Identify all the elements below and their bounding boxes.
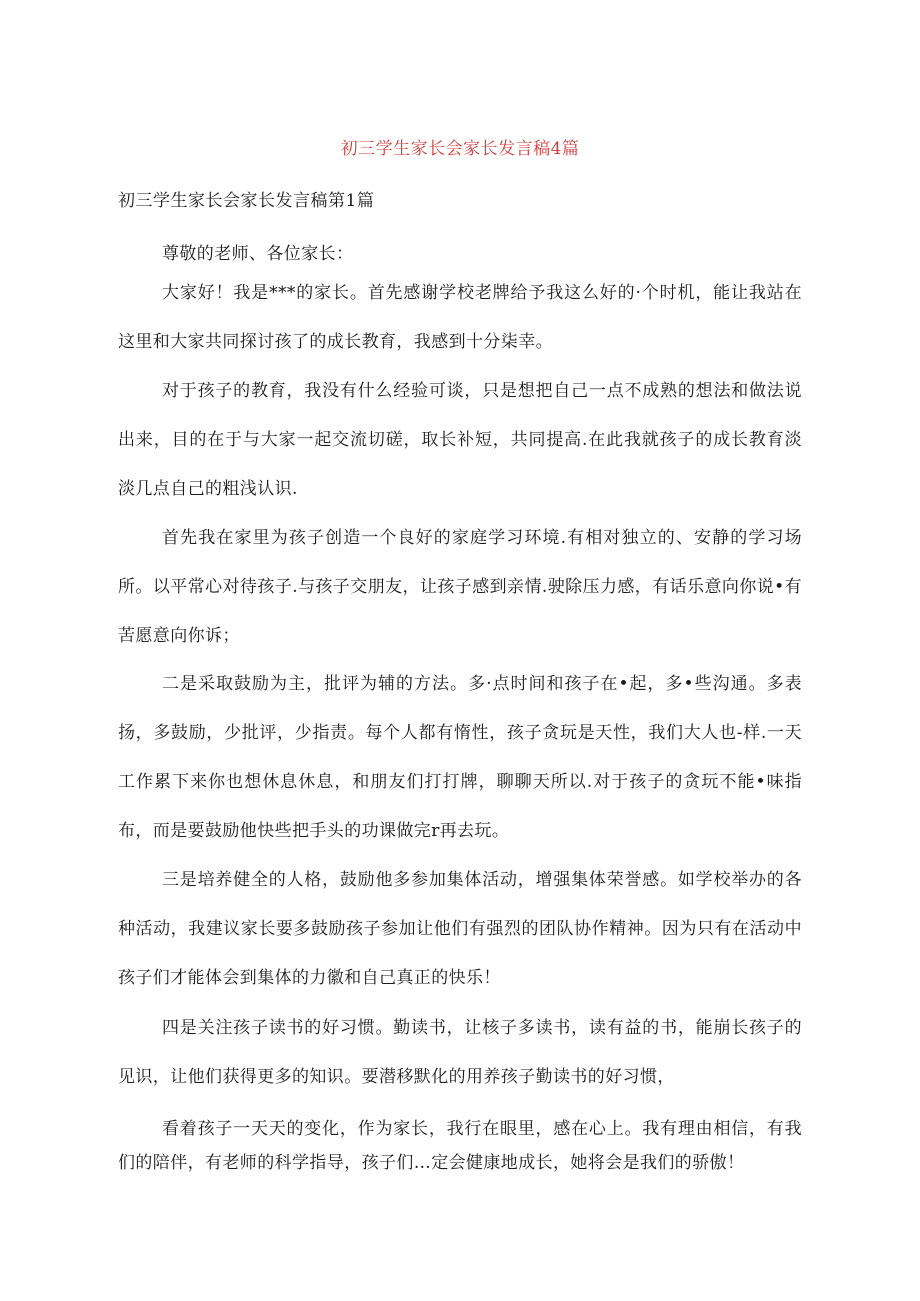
- paragraph: 二是采取鼓励为主，批评为辅的方法。多·点时间和孩子在•起，多•些沟通。多表扬，多鼓励，少批评，少指责。每个人都有惰性，孩子贪玩是天性，我们大人也-样.一天工作累下来你也想休息休息，和朋友们打打牌，聊聊天所以.对于孩子的贪玩不能•味指布，而是要鼓励他快些把手头的功课做完r再去玩。: [118, 674, 802, 841]
- paragraph: 对于孩子的教育，我没有什么经验可谈，只是想把自己一点不成熟的想法和做法说出来，目的在于与大家一起交流切磋，取长补短，共同提高.在此我就孩子的成长教育淡淡几点自己的粗浅认识.: [118, 381, 802, 499]
- paragraph: 大家好！我是***的家长。首先感谢学校老牌给予我这么好的·个时机，能让我站在这里和大家共同探讨孩了的成长教育，我感到十分柒幸。: [118, 283, 802, 352]
- section-title: 初三学生家长会家长发言稿第1篇: [118, 191, 375, 211]
- paragraph: 首先我在家里为孩子创造一个良好的家庭学习环境.有相对独立的、安静的学习场所。以平常心对待孩子.与孩子交朋友，让孩子感到亲情.驶除压力感，有话乐意向你说•有苦愿意向你诉；: [118, 528, 802, 646]
- document-title: 初三学生家长会家长发言稿4篇: [340, 139, 580, 159]
- paragraph: 看着孩子一天天的变化，作为家长，我行在眼里，感在心上。我有理由相信，有我们的陪伴，有老师的科学指导，孩子们…定会健康地成长，她将会是我们的骄傲！: [118, 1119, 802, 1173]
- paragraph: 三是培养健全的人格，鼓励他多参加集体活动，增强集体荣誉感。如学校举办的各种活动，我建议家长要多鼓励孩子参加让他们有强烈的团队协作精神。因为只有在活动中孩子们才能体会到集体的力徽和自己真正的快乐！: [118, 870, 802, 988]
- paragraph: 四是关注孩子读书的好习惯。勤读书，让核子多读书，读有益的书，能崩长孩子的见识，让他们获得更多的知识。要潜移默化的用养孩子勤读书的好习惯，: [118, 1018, 802, 1087]
- greeting: 尊敬的老师、各位家长：: [162, 244, 354, 264]
